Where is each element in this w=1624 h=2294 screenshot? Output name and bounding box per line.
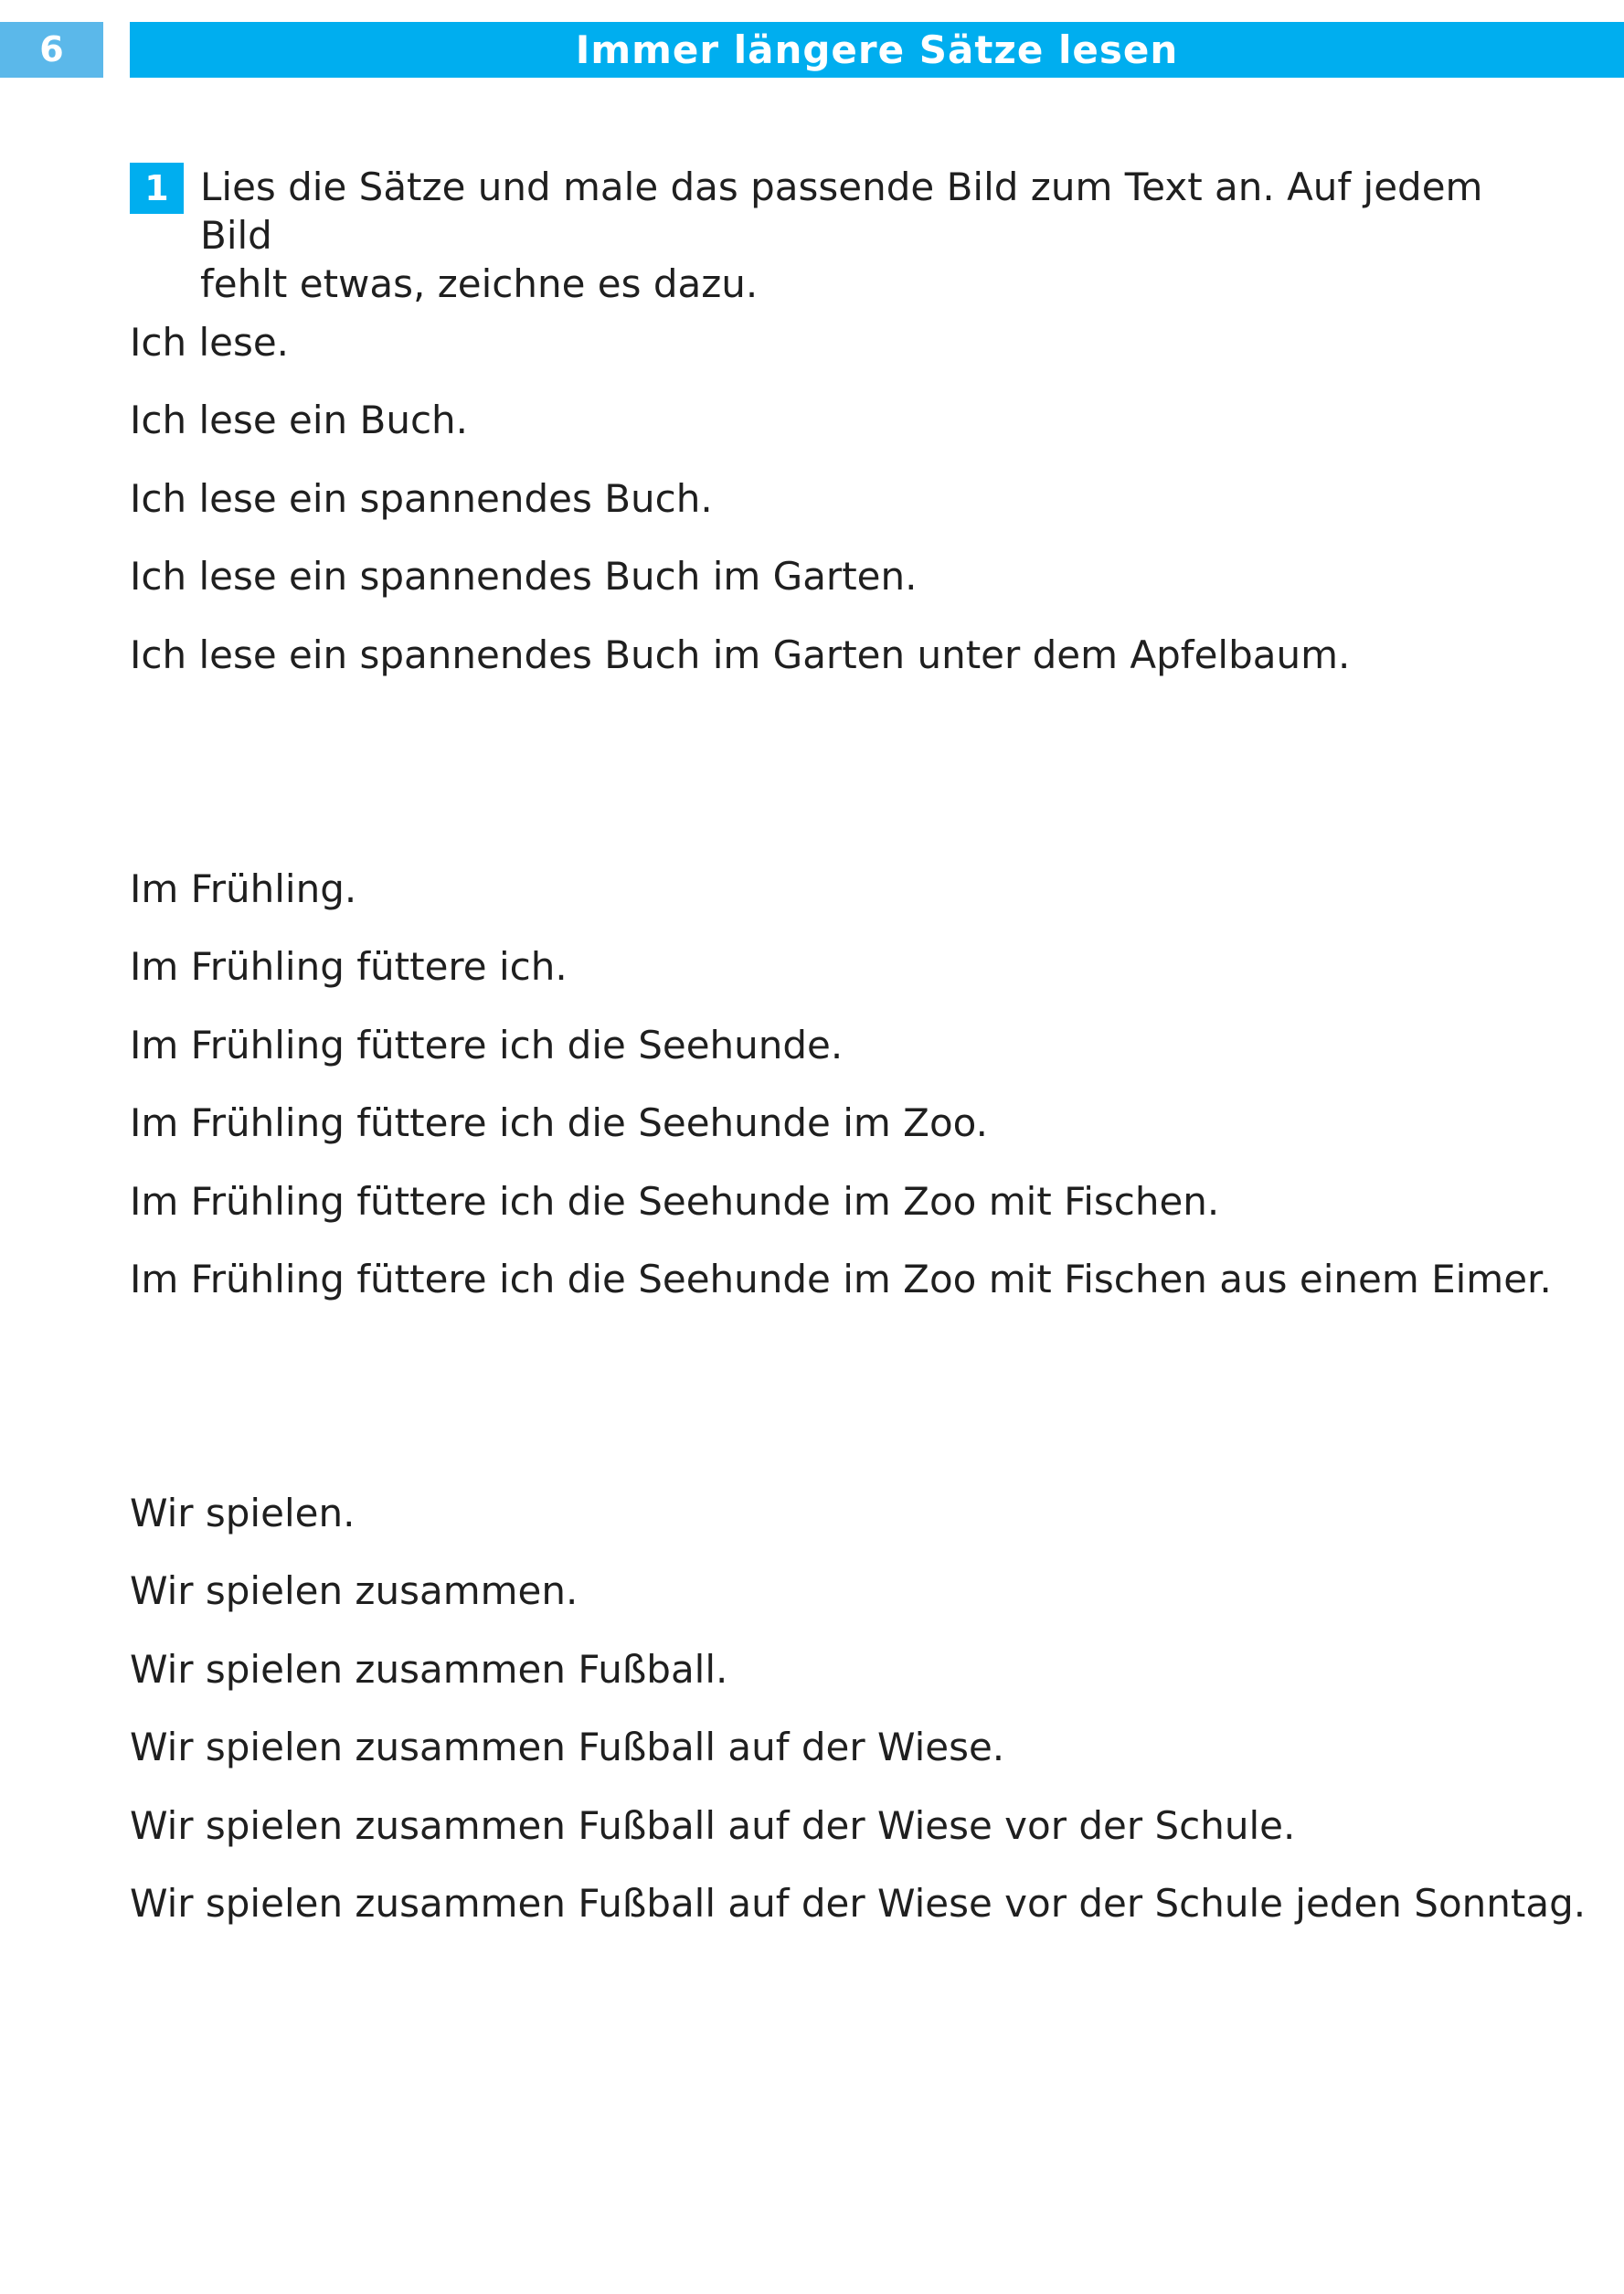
sentence: Im Frühling. xyxy=(130,866,357,911)
page-title: Immer längere Sätze lesen xyxy=(130,22,1624,78)
sentence: Im Frühling füttere ich. xyxy=(130,944,568,990)
sentence: Ich lese ein Buch. xyxy=(130,398,469,443)
sentence: Wir spielen zusammen Fußball auf der Wiese vor der Schule. xyxy=(130,1802,1296,1848)
sentence: Ich lese ein spannendes Buch. xyxy=(130,475,713,521)
sentence: Ich lese ein spannendes Buch im Garten unter dem Apfelbaum. xyxy=(130,632,1351,677)
sentence: Wir spielen zusammen Fußball auf der Wiese. xyxy=(130,1725,1005,1770)
sentence-group-spring xyxy=(130,850,1592,1318)
sentence: Ich lese ein spannendes Buch im Garten. xyxy=(130,554,918,600)
sentence: Im Frühling füttere ich die Seehunde. xyxy=(130,1022,844,1067)
sentence-group-football xyxy=(130,1474,1592,1942)
task-instruction-text xyxy=(200,163,1516,308)
page-number: 6 xyxy=(0,22,103,78)
task-instruction-line-2: fehlt etwas, zeichne es dazu. xyxy=(200,261,759,306)
sentence: Im Frühling füttere ich die Seehunde im Zoo mit Fischen aus einem Eimer. xyxy=(130,1256,1552,1301)
task-instruction-line-1: Lies die Sätze und male das passende Bild zum Text an. Auf jedem Bild xyxy=(200,165,1483,258)
sentence-group-reading xyxy=(130,303,1592,694)
sentence: Wir spielen. xyxy=(130,1491,356,1535)
page-header xyxy=(0,22,1624,78)
task-number-badge: 1 xyxy=(130,163,184,214)
sentence: Wir spielen zusammen Fußball. xyxy=(130,1646,728,1692)
sentence: Wir spielen zusammen. xyxy=(130,1568,578,1614)
sentence: Wir spielen zusammen Fußball auf der Wiese vor der Schule jeden Sonntag. xyxy=(130,1880,1587,1926)
sentence: Ich lese. xyxy=(130,320,290,365)
sentence: Im Frühling füttere ich die Seehunde im Zoo. xyxy=(130,1100,988,1146)
sentence: Im Frühling füttere ich die Seehunde im Zoo mit Fischen. xyxy=(130,1178,1220,1224)
